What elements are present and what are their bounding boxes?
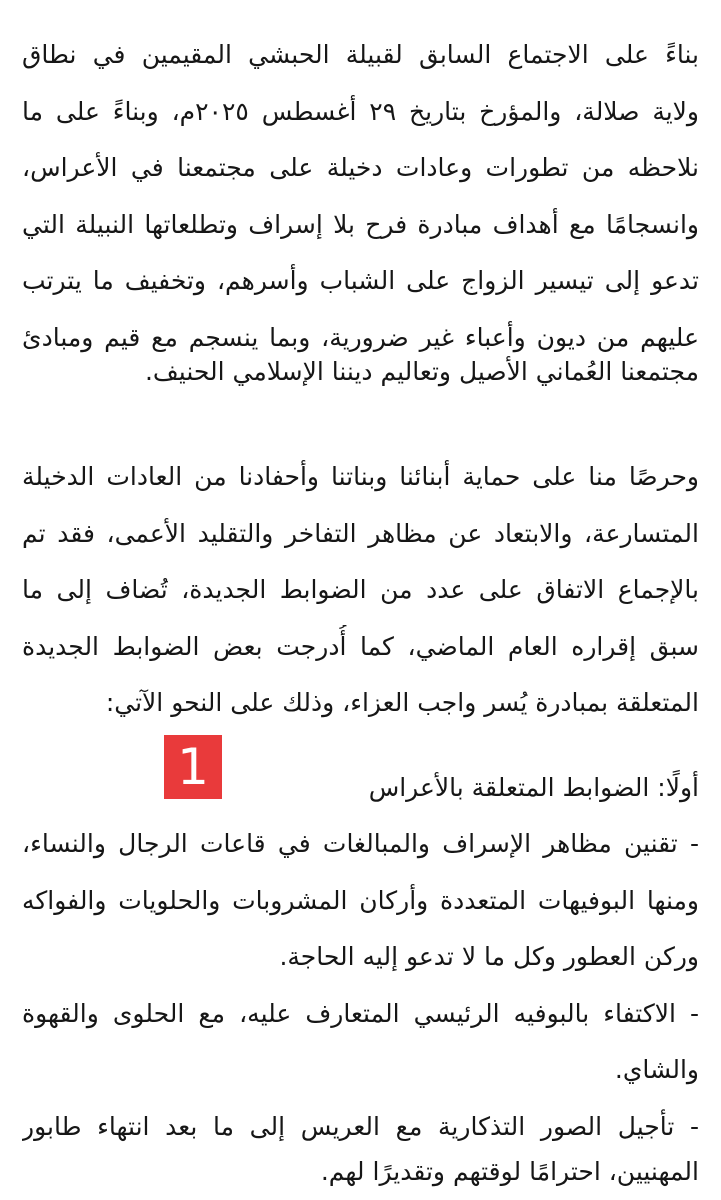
list-item-1-line-3: وركن العطور وكل ما لا تدعو إليه الحاجة.	[279, 942, 699, 971]
paragraph-2-line-2: المتسارعة، والابتعاد عن مظاهر التفاخر والتقليد الأعمى، فقد تم	[22, 519, 699, 548]
section-heading: أولًا: الضوابط المتعلقة بالأعراس	[368, 773, 699, 802]
paragraph-2-line-1: وحرصًا منا على حماية أبنائنا وبناتنا وأحفادنا من العادات الدخيلة	[22, 462, 699, 491]
list-item-3-line-1: - تأجيل الصور التذكارية مع العريس إلى ما بعد انتهاء طابور	[22, 1112, 699, 1141]
paragraph-1-line-4: وانسجامًا مع أهداف مبادرة فرح بلا إسراف وتطلعاتها النبيلة التي	[22, 210, 699, 239]
paragraph-1-line-3: نلاحظه من تطورات وعادات دخيلة على مجتمعنا في الأعراس،	[22, 153, 699, 182]
paragraph-1-line-6: عليهم من ديون وأعباء غير ضرورية، وبما ينسجم مع قيم ومبادئ	[22, 323, 699, 352]
paragraph-2-line-4: سبق إقراره العام الماضي، كما أُدرجت بعض الضوابط الجديدة	[22, 632, 699, 661]
paragraph-2-line-5: المتعلقة بمبادرة يُسر واجب العزاء، وذلك على النحو الآتي:	[105, 688, 699, 717]
list-item-2-line-2: والشاي.	[614, 1055, 699, 1084]
paragraph-1-line-2: ولاية صلالة، والمؤرخ بتاريخ ٢٩ أغسطس ٢٠٢٥م، وبناءً على ما	[22, 97, 699, 126]
list-item-1-line-1: - تقنين مظاهر الإسراف والمبالغات في قاعات الرجال والنساء،	[22, 829, 699, 858]
paragraph-1-line-1: بناءً على الاجتماع السابق لقبيلة الحبشي المقيمين في نطاق	[22, 40, 699, 69]
paragraph-1-line-5: تدعو إلى تيسير الزواج على الشباب وأسرهم، وتخفيف ما يترتب	[22, 266, 699, 295]
list-item-3-line-2: المهنيين، احترامًا لوقتهم وتقديرًا لهم.	[320, 1157, 699, 1186]
paragraph-1-line-7: مجتمعنا العُماني الأصيل وتعاليم ديننا الإسلامي الحنيف.	[144, 357, 699, 386]
number-marker-badge: 1	[164, 735, 222, 799]
list-item-2-line-1: - الاكتفاء بالبوفيه الرئيسي المتعارف عليه، مع الحلوى والقهوة	[22, 999, 699, 1028]
list-item-1-line-2: ومنها البوفيهات المتعددة وأركان المشروبات والحلويات والفواكه	[22, 886, 699, 915]
paragraph-2-line-3: بالإجماع الاتفاق على عدد من الضوابط الجديدة، تُضاف إلى ما	[22, 575, 699, 604]
